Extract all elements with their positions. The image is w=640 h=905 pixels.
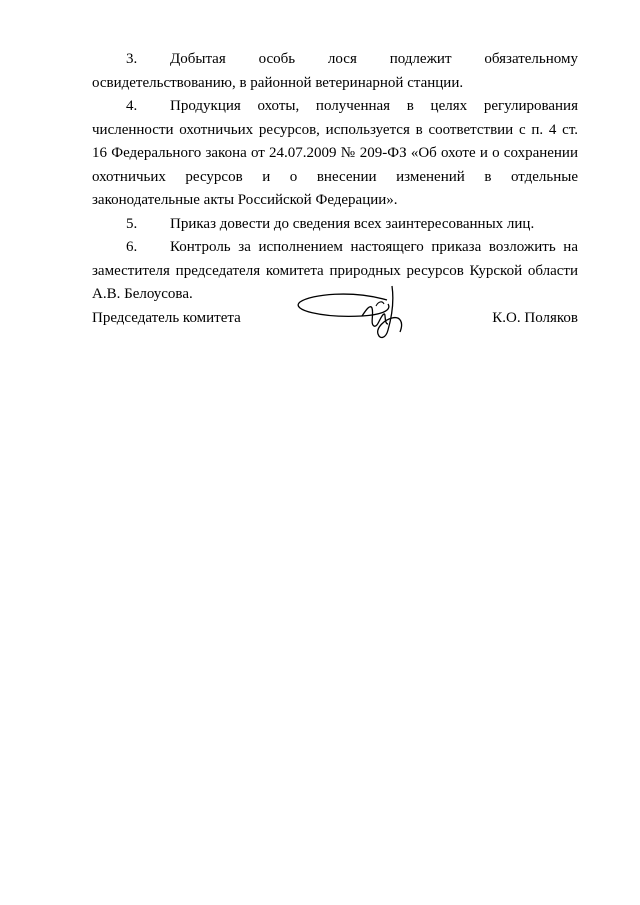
item-number: 5.: [126, 215, 138, 232]
signatory-title: Председатель комитета: [92, 310, 241, 326]
item-text: Добытая особь лося подлежит обязательному освидетельствованию, в районной ветеринарной станции.: [92, 51, 578, 91]
item-number: 3.: [126, 51, 138, 67]
item-text: Продукция охоты, полученная в целях регулирования численности охотничьих ресурсов, используется в соответствии с п. 4 ст. 16 Федерального закона от 24.07.2009 № 209-ФЗ «Об охоте и о сохранении охотничьих ресурсов и о внесении изменений в отдельные законодательные акты Российской Федерации».: [92, 98, 578, 208]
list-item: [92, 48, 578, 95]
item-text: Приказ довести до сведения всех заинтересованных лиц.: [170, 215, 535, 232]
item-number: 6.: [126, 239, 138, 255]
list-item: [92, 213, 578, 237]
item-number: 4.: [126, 98, 138, 114]
signature-block: [92, 310, 578, 350]
signatory-name: К.О. Поляков: [492, 310, 578, 326]
item-text: Контроль за исполнением настоящего приказа возложить на заместителя председателя комитета природных ресурсов Курской области А.В. Белоусова.: [92, 239, 578, 302]
list-item: [92, 95, 578, 213]
document-body: [92, 48, 578, 307]
handwritten-signature-icon: [292, 280, 432, 360]
